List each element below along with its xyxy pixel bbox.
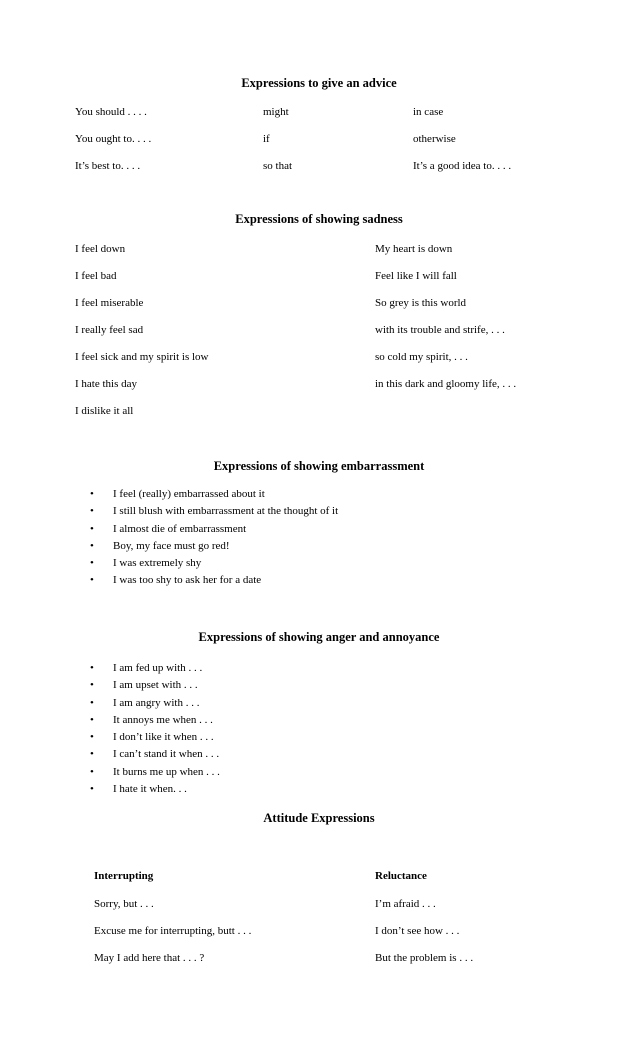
- attitude-heading: Attitude Expressions: [263, 811, 375, 825]
- list-item: • I almost die of embarrassment: [90, 521, 338, 538]
- list-item: • I am fed up with . . .: [90, 660, 220, 677]
- embarrassment-heading: Expressions of showing embarrassment: [213, 459, 425, 473]
- sadness-poem-line: so cold my spirit, . . .: [375, 351, 468, 363]
- list-item: • It burns me up when . . .: [90, 764, 220, 781]
- advice-heading: Expressions to give an advice: [241, 76, 397, 90]
- sadness-item: I feel bad: [75, 270, 117, 282]
- anger-list: [90, 660, 220, 798]
- list-item: • I was too shy to ask her for a date: [90, 572, 338, 589]
- sadness-item: I hate this day: [75, 378, 138, 390]
- list-item: • I am upset with . . .: [90, 677, 220, 694]
- list-item: • I still blush with embarrassment at the thought of it: [90, 503, 338, 520]
- sadness-heading: Expressions of showing sadness: [235, 212, 403, 226]
- interrupting-title: Interrupting: [94, 870, 154, 882]
- attitude-item: Excuse me for interrupting, butt . . .: [94, 925, 252, 937]
- advice-item: if: [263, 133, 270, 145]
- list-item: • Boy, my face must go red!: [90, 538, 338, 555]
- advice-item: It’s a good idea to. . . .: [413, 160, 512, 172]
- list-item: • I don’t like it when . . .: [90, 729, 220, 746]
- advice-item: might: [263, 106, 289, 118]
- list-item: • I hate it when. . .: [90, 781, 220, 798]
- sadness-poem-line: So grey is this world: [375, 297, 467, 309]
- list-item: • It annoys me when . . .: [90, 712, 220, 729]
- advice-item: You ought to. . . .: [75, 133, 152, 145]
- advice-item: You should . . . .: [75, 106, 147, 118]
- sadness-poem-line: with its trouble and strife, . . .: [375, 324, 505, 336]
- list-item: • I was extremely shy: [90, 555, 338, 572]
- reluctance-title: Reluctance: [375, 870, 427, 882]
- advice-item: so that: [263, 160, 293, 172]
- list-item: • I can’t stand it when . . .: [90, 746, 220, 763]
- sadness-poem-line: My heart is down: [375, 243, 453, 255]
- sadness-item: I really feel sad: [75, 324, 144, 336]
- attitude-item: Sorry, but . . .: [94, 898, 154, 910]
- advice-item: in case: [413, 106, 444, 118]
- attitude-item: May I add here that . . . ?: [94, 952, 205, 964]
- attitude-item: I’m afraid . . .: [375, 898, 436, 910]
- list-item: • I am angry with . . .: [90, 695, 220, 712]
- embarrassment-list: [90, 486, 338, 590]
- sadness-poem-line: in this dark and gloomy life, . . .: [375, 378, 517, 390]
- advice-item: It’s best to. . . .: [75, 160, 141, 172]
- anger-heading: Expressions of showing anger and annoyance: [198, 630, 440, 644]
- sadness-item: I feel down: [75, 243, 126, 255]
- attitude-item: But the problem is . . .: [375, 952, 474, 964]
- list-item: • I feel (really) embarrassed about it: [90, 486, 338, 503]
- sadness-item: I feel miserable: [75, 297, 144, 309]
- attitude-item: I don’t see how . . .: [375, 925, 460, 937]
- sadness-poem-line: Feel like I will fall: [375, 270, 457, 282]
- advice-item: otherwise: [413, 133, 456, 145]
- sadness-item: I dislike it all: [75, 405, 134, 417]
- sadness-item: I feel sick and my spirit is low: [75, 351, 209, 363]
